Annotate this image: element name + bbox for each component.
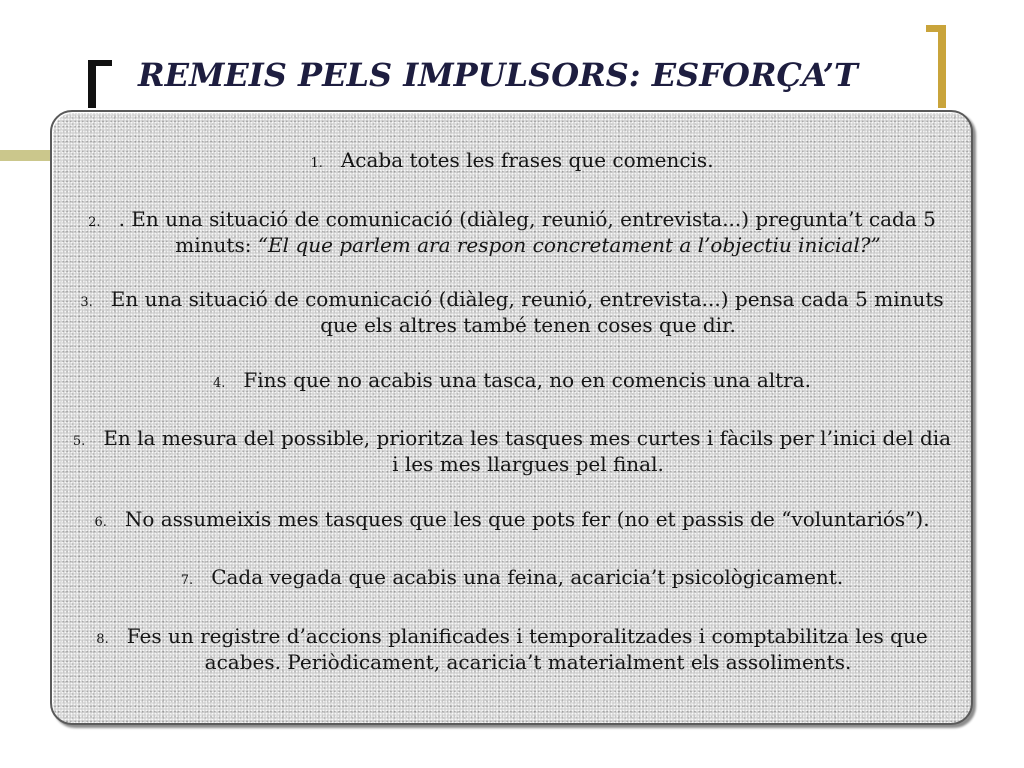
slide-title: REMEIS PELS IMPULSORS: ESFORÇA’T — [138, 56, 858, 94]
item-text: Fins que no acabis una tasca, no en comencis una altra. — [243, 367, 812, 392]
remedies-list — [72, 149, 952, 705]
item-text: . En una situació de comunicació (diàleg, reunió, entrevista...) pregunta’t cada 5 minuts: — [118, 206, 936, 257]
item-number: 3. — [80, 295, 93, 310]
list-item — [72, 566, 952, 592]
list-item — [72, 508, 952, 534]
item-number: 5. — [72, 434, 86, 449]
content-panel — [50, 110, 973, 725]
item-number: 4. — [212, 375, 226, 391]
item-text: Cada vegada que acabis una feina, acaricia’t psicològicament. — [211, 565, 844, 589]
list-item — [72, 288, 952, 336]
left-bracket-arm — [88, 60, 112, 66]
item-number: 6. — [94, 514, 107, 530]
item-number: 1. — [310, 156, 323, 171]
item-text: Fes un registre d’accions planificades i temporalitzades i comptabilitza les que acabes. Periòdicament, acaricia’t materialment els assoliments. — [126, 623, 928, 674]
item-text: Acaba totes les frases que comencis. — [340, 148, 714, 172]
list-item — [72, 208, 952, 256]
item-number: 7. — [180, 573, 194, 588]
list-item — [72, 369, 952, 395]
item-quote: “El que parlem ara respon concretament a l’objectiu inicial?” — [257, 232, 881, 257]
item-text: En la mesura del possible, prioritza les tasques mes curtes i fàcils per l’inici del dia i les mes llargues pel final. — [103, 426, 952, 476]
list-item — [72, 149, 952, 175]
left-accent-bar — [0, 150, 50, 161]
item-number: 2. — [88, 214, 101, 230]
item-text: En una situació de comunicació (diàleg, reunió, entrevista...) pensa cada 5 minuts que els altres també tenen coses que dir. — [110, 287, 944, 337]
left-bracket-vertical — [88, 60, 96, 108]
list-item — [72, 427, 952, 475]
item-text: No assumeixis mes tasques que les que pots fer (no et passis de “voluntariós”). — [124, 506, 930, 531]
right-bracket-vertical — [938, 25, 946, 108]
list-item — [72, 625, 952, 673]
item-number: 8. — [96, 631, 109, 647]
